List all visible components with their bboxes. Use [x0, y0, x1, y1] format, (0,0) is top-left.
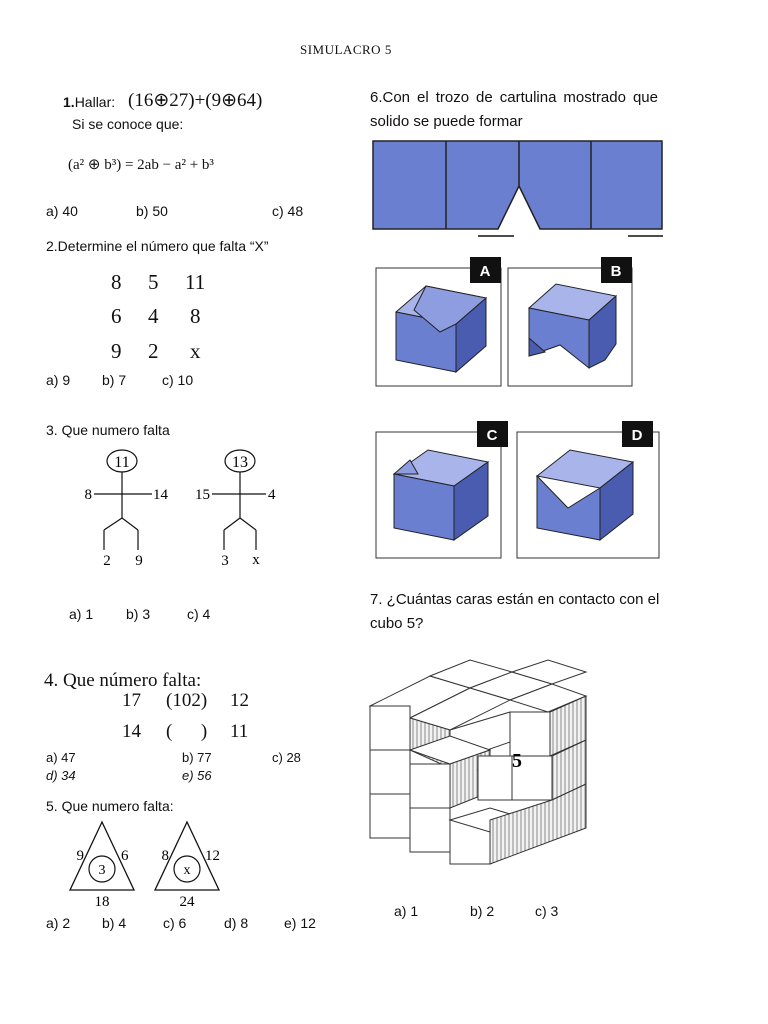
q5-tri1-center: 3 — [98, 863, 106, 878]
q4-option-b: b) 77 — [182, 750, 212, 765]
q5-option-e: e) 12 — [284, 915, 316, 931]
q2-r2c3: 8 — [190, 304, 201, 328]
q4-r1c3: 12 — [230, 690, 249, 711]
q1-expression: (16⊕27)+(9⊕64) — [128, 90, 263, 111]
q2-r1c3: 11 — [185, 270, 206, 294]
q7-option-b: b) 2 — [470, 903, 495, 919]
q6-label-a: A — [479, 263, 491, 280]
q4-r1c2: (102) — [166, 690, 208, 711]
q3-fig2-foot-right-value: x — [252, 552, 260, 568]
q4-r2c3: 11 — [230, 721, 249, 742]
q2-r2c2: 4 — [148, 304, 159, 328]
q3-fig2-foot-left-value: 3 — [221, 553, 229, 569]
q3-fig1-foot-left-value: 2 — [103, 553, 111, 569]
q7-option-a: a) 1 — [394, 903, 419, 919]
q5-tri1-left: 9 — [76, 848, 84, 864]
q4-r1c1: 17 — [122, 690, 141, 711]
q1-option-a: a) 40 — [46, 203, 78, 219]
q4-option-a: a) 47 — [46, 750, 76, 765]
q3-option-a: a) 1 — [69, 606, 94, 622]
q5-tri2-bottom: 24 — [179, 894, 195, 910]
q2-prompt: 2.Determine el número que falta “X” — [46, 238, 269, 254]
q2-r3c1: 9 — [111, 339, 122, 363]
q4-r2c1: 14 — [122, 721, 141, 742]
q3-fig1-left-value: 8 — [84, 487, 92, 503]
q4-option-e: e) 56 — [182, 768, 212, 783]
q4-prompt: 4. Que número falta: — [44, 670, 202, 691]
q2-r1c2: 5 — [148, 270, 159, 294]
q5-option-a: a) 2 — [46, 915, 71, 931]
page-title: SIMULACRO 5 — [300, 42, 392, 57]
q3-prompt: 3. Que numero falta — [46, 422, 170, 438]
q1-formula-left: (a² ⊕ b³) — [68, 157, 122, 173]
q1-prompt: Hallar: — [74, 94, 116, 110]
q4-option-d: d) 34 — [46, 768, 76, 783]
q6-prompt: 6.Con el trozo de cartulina mostrado que solido se puede formar — [370, 89, 658, 130]
q2-r3c2: 2 — [148, 339, 159, 363]
q1-given-text: Si se conoce que: — [72, 116, 184, 132]
q5-prompt: 5. Que numero falta: — [46, 798, 174, 814]
q3-option-c: c) 4 — [187, 606, 211, 622]
q6-label-d: D — [631, 427, 643, 444]
q3-fig2-right-value: 4 — [268, 487, 276, 503]
q2-r2c1: 6 — [111, 304, 122, 328]
q5-tri1-right: 6 — [121, 848, 129, 864]
q1-option-c: c) 48 — [272, 203, 304, 219]
q2-option-b: b) 7 — [102, 372, 127, 388]
q3-option-b: b) 3 — [126, 606, 151, 622]
q7-option-c: c) 3 — [535, 903, 559, 919]
q7-cubes — [370, 660, 586, 864]
q5-option-b: b) 4 — [102, 915, 127, 931]
q5-tri2-left: 8 — [161, 848, 169, 864]
q3-fig1-foot-right-value: 9 — [135, 553, 143, 569]
q1-option-b: b) 50 — [136, 203, 168, 219]
q3-fig1-right-value: 14 — [153, 487, 168, 503]
q7-prompt: 7. ¿Cuántas caras están en contacto con el cubo 5? — [370, 591, 660, 632]
q5-tri1-bottom: 18 — [94, 894, 110, 910]
q1-number: 1. — [63, 94, 75, 110]
q1-formula-right: = 2ab − a² + b³ — [124, 157, 214, 173]
q3-fig2-head-value: 13 — [232, 454, 248, 471]
q3-fig2-left-value: 15 — [195, 487, 210, 503]
q5-tri2-center: x — [183, 863, 191, 878]
q5-option-c: c) 6 — [163, 915, 187, 931]
q5-option-d: d) 8 — [224, 915, 249, 931]
q4-r2c2: ( ) — [166, 721, 208, 742]
q5-tri2-right: 12 — [205, 848, 220, 864]
q6-label-b: B — [610, 263, 622, 280]
q2-option-c: c) 10 — [162, 372, 194, 388]
q3-fig1-head-value: 11 — [114, 454, 130, 471]
q6-label-c: C — [486, 427, 498, 444]
q2-r3c3: x — [190, 339, 201, 363]
q4-option-c: c) 28 — [272, 750, 301, 765]
q7-cube-5-label: 5 — [512, 750, 522, 772]
q2-r1c1: 8 — [111, 270, 122, 294]
q2-option-a: a) 9 — [46, 372, 71, 388]
